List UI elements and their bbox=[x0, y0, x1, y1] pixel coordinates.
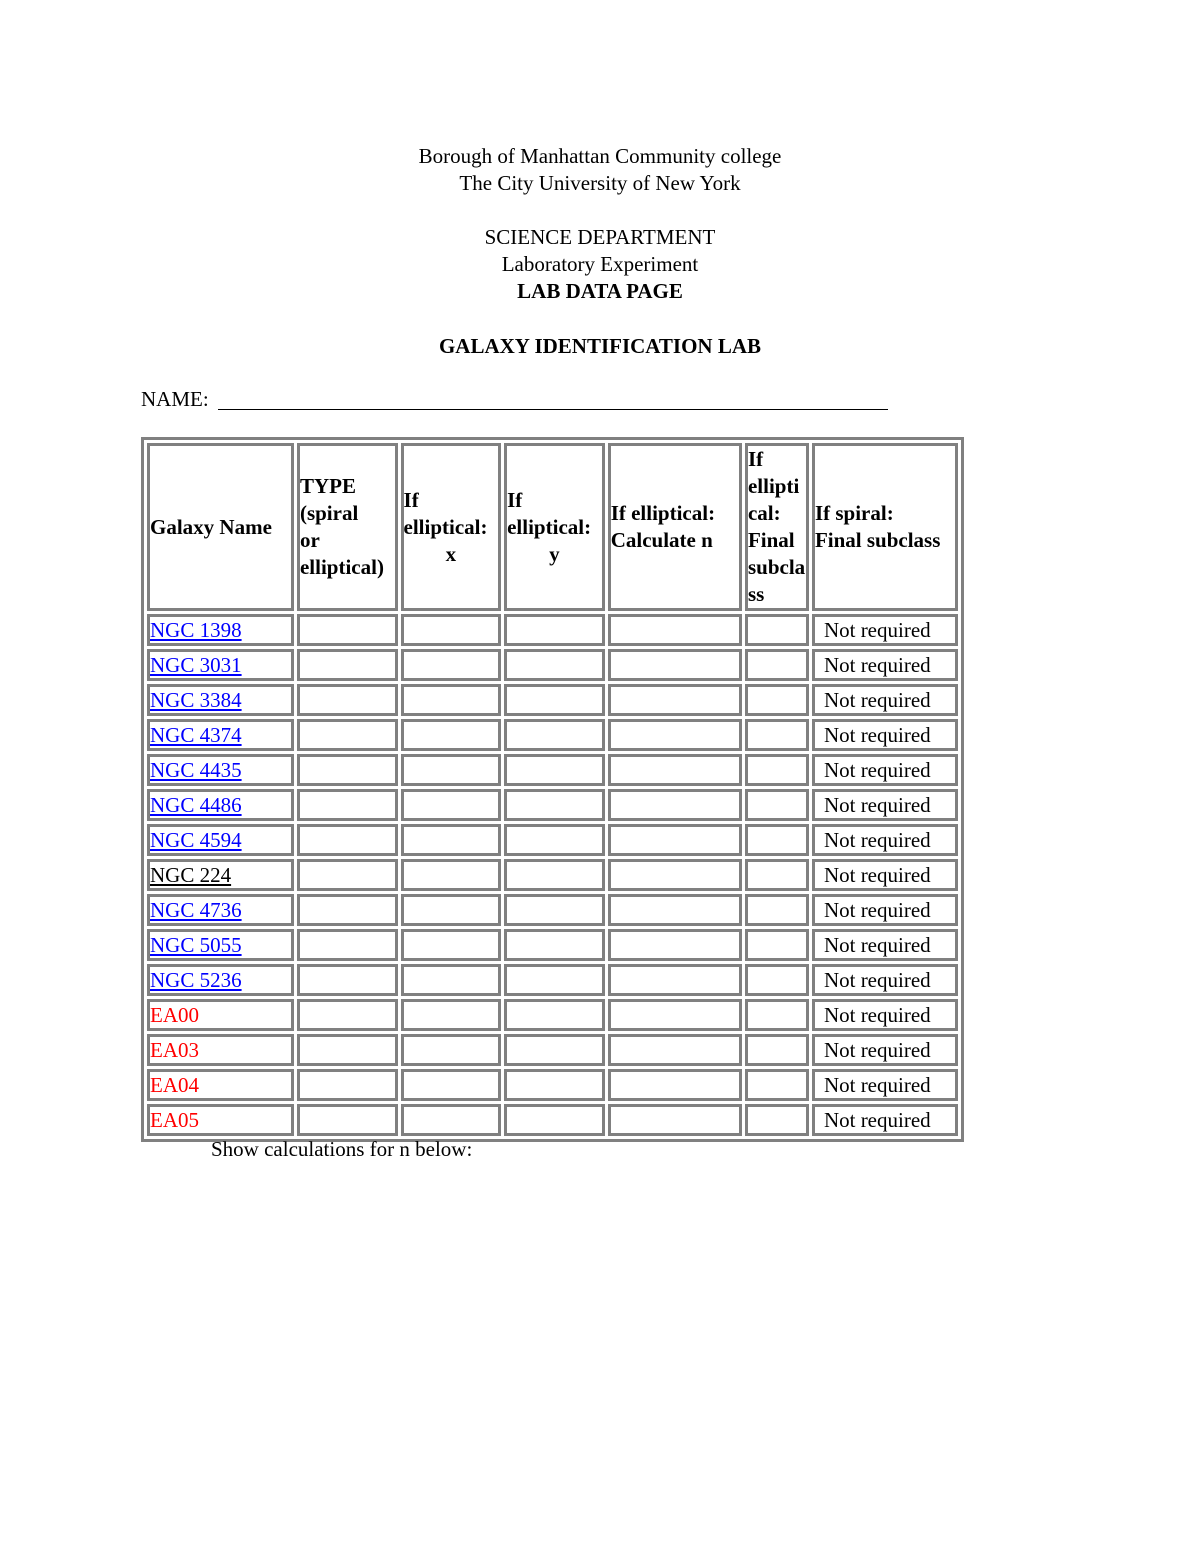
x-cell[interactable] bbox=[401, 614, 502, 646]
x-cell[interactable] bbox=[401, 1104, 502, 1136]
elliptical-subclass-cell[interactable] bbox=[745, 999, 809, 1031]
table-row bbox=[147, 614, 958, 646]
x-cell[interactable] bbox=[401, 859, 502, 891]
x-cell[interactable] bbox=[401, 824, 502, 856]
spiral-subclass-cell: Not required bbox=[812, 719, 958, 751]
galaxy-link[interactable]: NGC 1398 bbox=[150, 618, 242, 642]
galaxy-link[interactable]: NGC 4435 bbox=[150, 758, 242, 782]
galaxy-name-cell[interactable] bbox=[147, 964, 294, 996]
elliptical-subclass-cell[interactable] bbox=[745, 824, 809, 856]
university-name: The City University of New York bbox=[459, 171, 741, 195]
n-cell[interactable] bbox=[608, 964, 742, 996]
type-cell[interactable] bbox=[297, 754, 398, 786]
type-cell[interactable] bbox=[297, 614, 398, 646]
n-cell[interactable] bbox=[608, 789, 742, 821]
galaxy-name-cell[interactable] bbox=[147, 789, 294, 821]
elliptical-subclass-cell[interactable] bbox=[745, 964, 809, 996]
col-elliptical-y: If elliptical: y bbox=[504, 443, 605, 611]
elliptical-subclass-cell[interactable] bbox=[745, 789, 809, 821]
x-cell[interactable] bbox=[401, 1034, 502, 1066]
spiral-subclass-cell: Not required bbox=[812, 1104, 958, 1136]
galaxy-link[interactable]: NGC 4374 bbox=[150, 723, 242, 747]
galaxy-link[interactable]: NGC 5236 bbox=[150, 968, 242, 992]
x-cell[interactable] bbox=[401, 1069, 502, 1101]
y-cell[interactable] bbox=[504, 859, 605, 891]
y-cell[interactable] bbox=[504, 824, 605, 856]
x-cell[interactable] bbox=[401, 964, 502, 996]
experiment-label: Laboratory Experiment bbox=[501, 252, 699, 276]
n-cell[interactable] bbox=[608, 684, 742, 716]
galaxy-name-cell bbox=[147, 999, 294, 1031]
galaxy-label: EA05 bbox=[150, 1108, 199, 1132]
elliptical-subclass-cell[interactable] bbox=[745, 1104, 809, 1136]
y-cell[interactable] bbox=[504, 1104, 605, 1136]
y-cell[interactable] bbox=[504, 894, 605, 926]
galaxy-name-cell[interactable] bbox=[147, 754, 294, 786]
n-cell[interactable] bbox=[608, 894, 742, 926]
y-cell[interactable] bbox=[504, 719, 605, 751]
x-cell[interactable] bbox=[401, 999, 502, 1031]
spiral-subclass-cell: Not required bbox=[812, 929, 958, 961]
type-cell[interactable] bbox=[297, 1034, 398, 1066]
elliptical-subclass-cell[interactable] bbox=[745, 1034, 809, 1066]
n-cell[interactable] bbox=[608, 754, 742, 786]
y-cell[interactable] bbox=[504, 964, 605, 996]
col-elliptical-subclass: If ellipti cal: Final subcla ss bbox=[745, 443, 809, 611]
elliptical-subclass-cell[interactable] bbox=[745, 929, 809, 961]
x-cell[interactable] bbox=[401, 894, 502, 926]
n-cell[interactable] bbox=[608, 929, 742, 961]
n-cell[interactable] bbox=[608, 999, 742, 1031]
table-row bbox=[147, 1069, 958, 1101]
col-spiral-subclass: If spiral: Final subclass bbox=[812, 443, 958, 611]
elliptical-subclass-cell[interactable] bbox=[745, 859, 809, 891]
galaxy-name-cell bbox=[147, 1069, 294, 1101]
table-row bbox=[147, 824, 958, 856]
table-row bbox=[147, 1104, 958, 1136]
table-row bbox=[147, 859, 958, 891]
lab-data-table bbox=[141, 437, 964, 1142]
y-cell[interactable] bbox=[504, 614, 605, 646]
galaxy-name-cell bbox=[147, 859, 294, 891]
page-title: GALAXY IDENTIFICATION LAB bbox=[438, 334, 762, 358]
galaxy-name-cell bbox=[147, 1104, 294, 1136]
n-cell[interactable] bbox=[608, 1069, 742, 1101]
n-cell[interactable] bbox=[608, 824, 742, 856]
type-cell[interactable] bbox=[297, 1069, 398, 1101]
spiral-subclass-cell: Not required bbox=[812, 754, 958, 786]
galaxy-name-cell[interactable] bbox=[147, 929, 294, 961]
x-cell[interactable] bbox=[401, 929, 502, 961]
galaxy-name-cell[interactable] bbox=[147, 719, 294, 751]
spiral-subclass-cell: Not required bbox=[812, 789, 958, 821]
table-row bbox=[147, 964, 958, 996]
table-header-row bbox=[147, 443, 958, 611]
type-cell[interactable] bbox=[297, 894, 398, 926]
calculations-instruction: Show calculations for n below: bbox=[211, 1137, 473, 1161]
table-row bbox=[147, 929, 958, 961]
elliptical-subclass-cell[interactable] bbox=[745, 1069, 809, 1101]
type-cell[interactable] bbox=[297, 929, 398, 961]
col-type: TYPE (spiral or elliptical) bbox=[297, 443, 398, 611]
table-row bbox=[147, 719, 958, 751]
spiral-subclass-cell: Not required bbox=[812, 649, 958, 681]
x-cell[interactable] bbox=[401, 684, 502, 716]
institution-name: Borough of Manhattan Community college bbox=[418, 144, 782, 168]
y-cell[interactable] bbox=[504, 649, 605, 681]
galaxy-label: EA04 bbox=[150, 1073, 199, 1097]
elliptical-subclass-cell[interactable] bbox=[745, 649, 809, 681]
galaxy-label: NGC 224 bbox=[150, 863, 232, 887]
n-cell[interactable] bbox=[608, 649, 742, 681]
galaxy-link[interactable]: NGC 5055 bbox=[150, 933, 242, 957]
n-cell[interactable] bbox=[608, 1034, 742, 1066]
type-cell[interactable] bbox=[297, 649, 398, 681]
spiral-subclass-cell: Not required bbox=[812, 824, 958, 856]
table-row bbox=[147, 1034, 958, 1066]
table-row bbox=[147, 649, 958, 681]
galaxy-name-cell bbox=[147, 1034, 294, 1066]
galaxy-name-cell[interactable] bbox=[147, 684, 294, 716]
n-cell[interactable] bbox=[608, 859, 742, 891]
galaxy-link[interactable]: NGC 4486 bbox=[150, 793, 242, 817]
table-row bbox=[147, 999, 958, 1031]
n-cell[interactable] bbox=[608, 1104, 742, 1136]
elliptical-subclass-cell[interactable] bbox=[745, 894, 809, 926]
table-row bbox=[147, 684, 958, 716]
spiral-subclass-cell: Not required bbox=[812, 1069, 958, 1101]
y-cell[interactable] bbox=[504, 999, 605, 1031]
col-elliptical-n: If elliptical: Calculate n bbox=[608, 443, 742, 611]
x-cell[interactable] bbox=[401, 789, 502, 821]
galaxy-link[interactable]: NGC 4736 bbox=[150, 898, 242, 922]
galaxy-name-cell[interactable] bbox=[147, 649, 294, 681]
y-cell[interactable] bbox=[504, 1069, 605, 1101]
spiral-subclass-cell: Not required bbox=[812, 684, 958, 716]
type-cell[interactable] bbox=[297, 684, 398, 716]
n-cell[interactable] bbox=[608, 719, 742, 751]
y-cell[interactable] bbox=[504, 754, 605, 786]
x-cell[interactable] bbox=[401, 754, 502, 786]
name-label: NAME: bbox=[141, 387, 209, 411]
galaxy-name-cell[interactable] bbox=[147, 614, 294, 646]
spiral-subclass-cell: Not required bbox=[812, 894, 958, 926]
y-cell[interactable] bbox=[504, 684, 605, 716]
galaxy-label: EA03 bbox=[150, 1038, 199, 1062]
table-row bbox=[147, 754, 958, 786]
galaxy-name-cell[interactable] bbox=[147, 824, 294, 856]
spiral-subclass-cell: Not required bbox=[812, 999, 958, 1031]
galaxy-link[interactable]: NGC 3031 bbox=[150, 653, 242, 677]
elliptical-subclass-cell[interactable] bbox=[745, 614, 809, 646]
spiral-subclass-cell: Not required bbox=[812, 1034, 958, 1066]
type-cell[interactable] bbox=[297, 824, 398, 856]
elliptical-subclass-cell[interactable] bbox=[745, 754, 809, 786]
spiral-subclass-cell: Not required bbox=[812, 859, 958, 891]
elliptical-subclass-cell[interactable] bbox=[745, 684, 809, 716]
col-elliptical-x: If elliptical: x bbox=[401, 443, 502, 611]
name-field-line[interactable] bbox=[218, 409, 888, 410]
type-cell[interactable] bbox=[297, 859, 398, 891]
page-subtitle: LAB DATA PAGE bbox=[517, 279, 683, 303]
type-cell[interactable] bbox=[297, 999, 398, 1031]
y-cell[interactable] bbox=[504, 789, 605, 821]
spiral-subclass-cell: Not required bbox=[812, 964, 958, 996]
n-cell[interactable] bbox=[608, 614, 742, 646]
elliptical-subclass-cell[interactable] bbox=[745, 719, 809, 751]
galaxy-name-cell[interactable] bbox=[147, 894, 294, 926]
type-cell[interactable] bbox=[297, 719, 398, 751]
type-cell[interactable] bbox=[297, 964, 398, 996]
type-cell[interactable] bbox=[297, 789, 398, 821]
type-cell[interactable] bbox=[297, 1104, 398, 1136]
y-cell[interactable] bbox=[504, 1034, 605, 1066]
department-name: SCIENCE DEPARTMENT bbox=[484, 225, 716, 249]
y-cell[interactable] bbox=[504, 929, 605, 961]
col-galaxy-name: Galaxy Name bbox=[147, 443, 294, 611]
spiral-subclass-cell: Not required bbox=[812, 614, 958, 646]
table-row bbox=[147, 789, 958, 821]
x-cell[interactable] bbox=[401, 649, 502, 681]
table-row bbox=[147, 894, 958, 926]
galaxy-link[interactable]: NGC 4594 bbox=[150, 828, 242, 852]
galaxy-link[interactable]: NGC 3384 bbox=[150, 688, 242, 712]
x-cell[interactable] bbox=[401, 719, 502, 751]
galaxy-label: EA00 bbox=[150, 1003, 199, 1027]
